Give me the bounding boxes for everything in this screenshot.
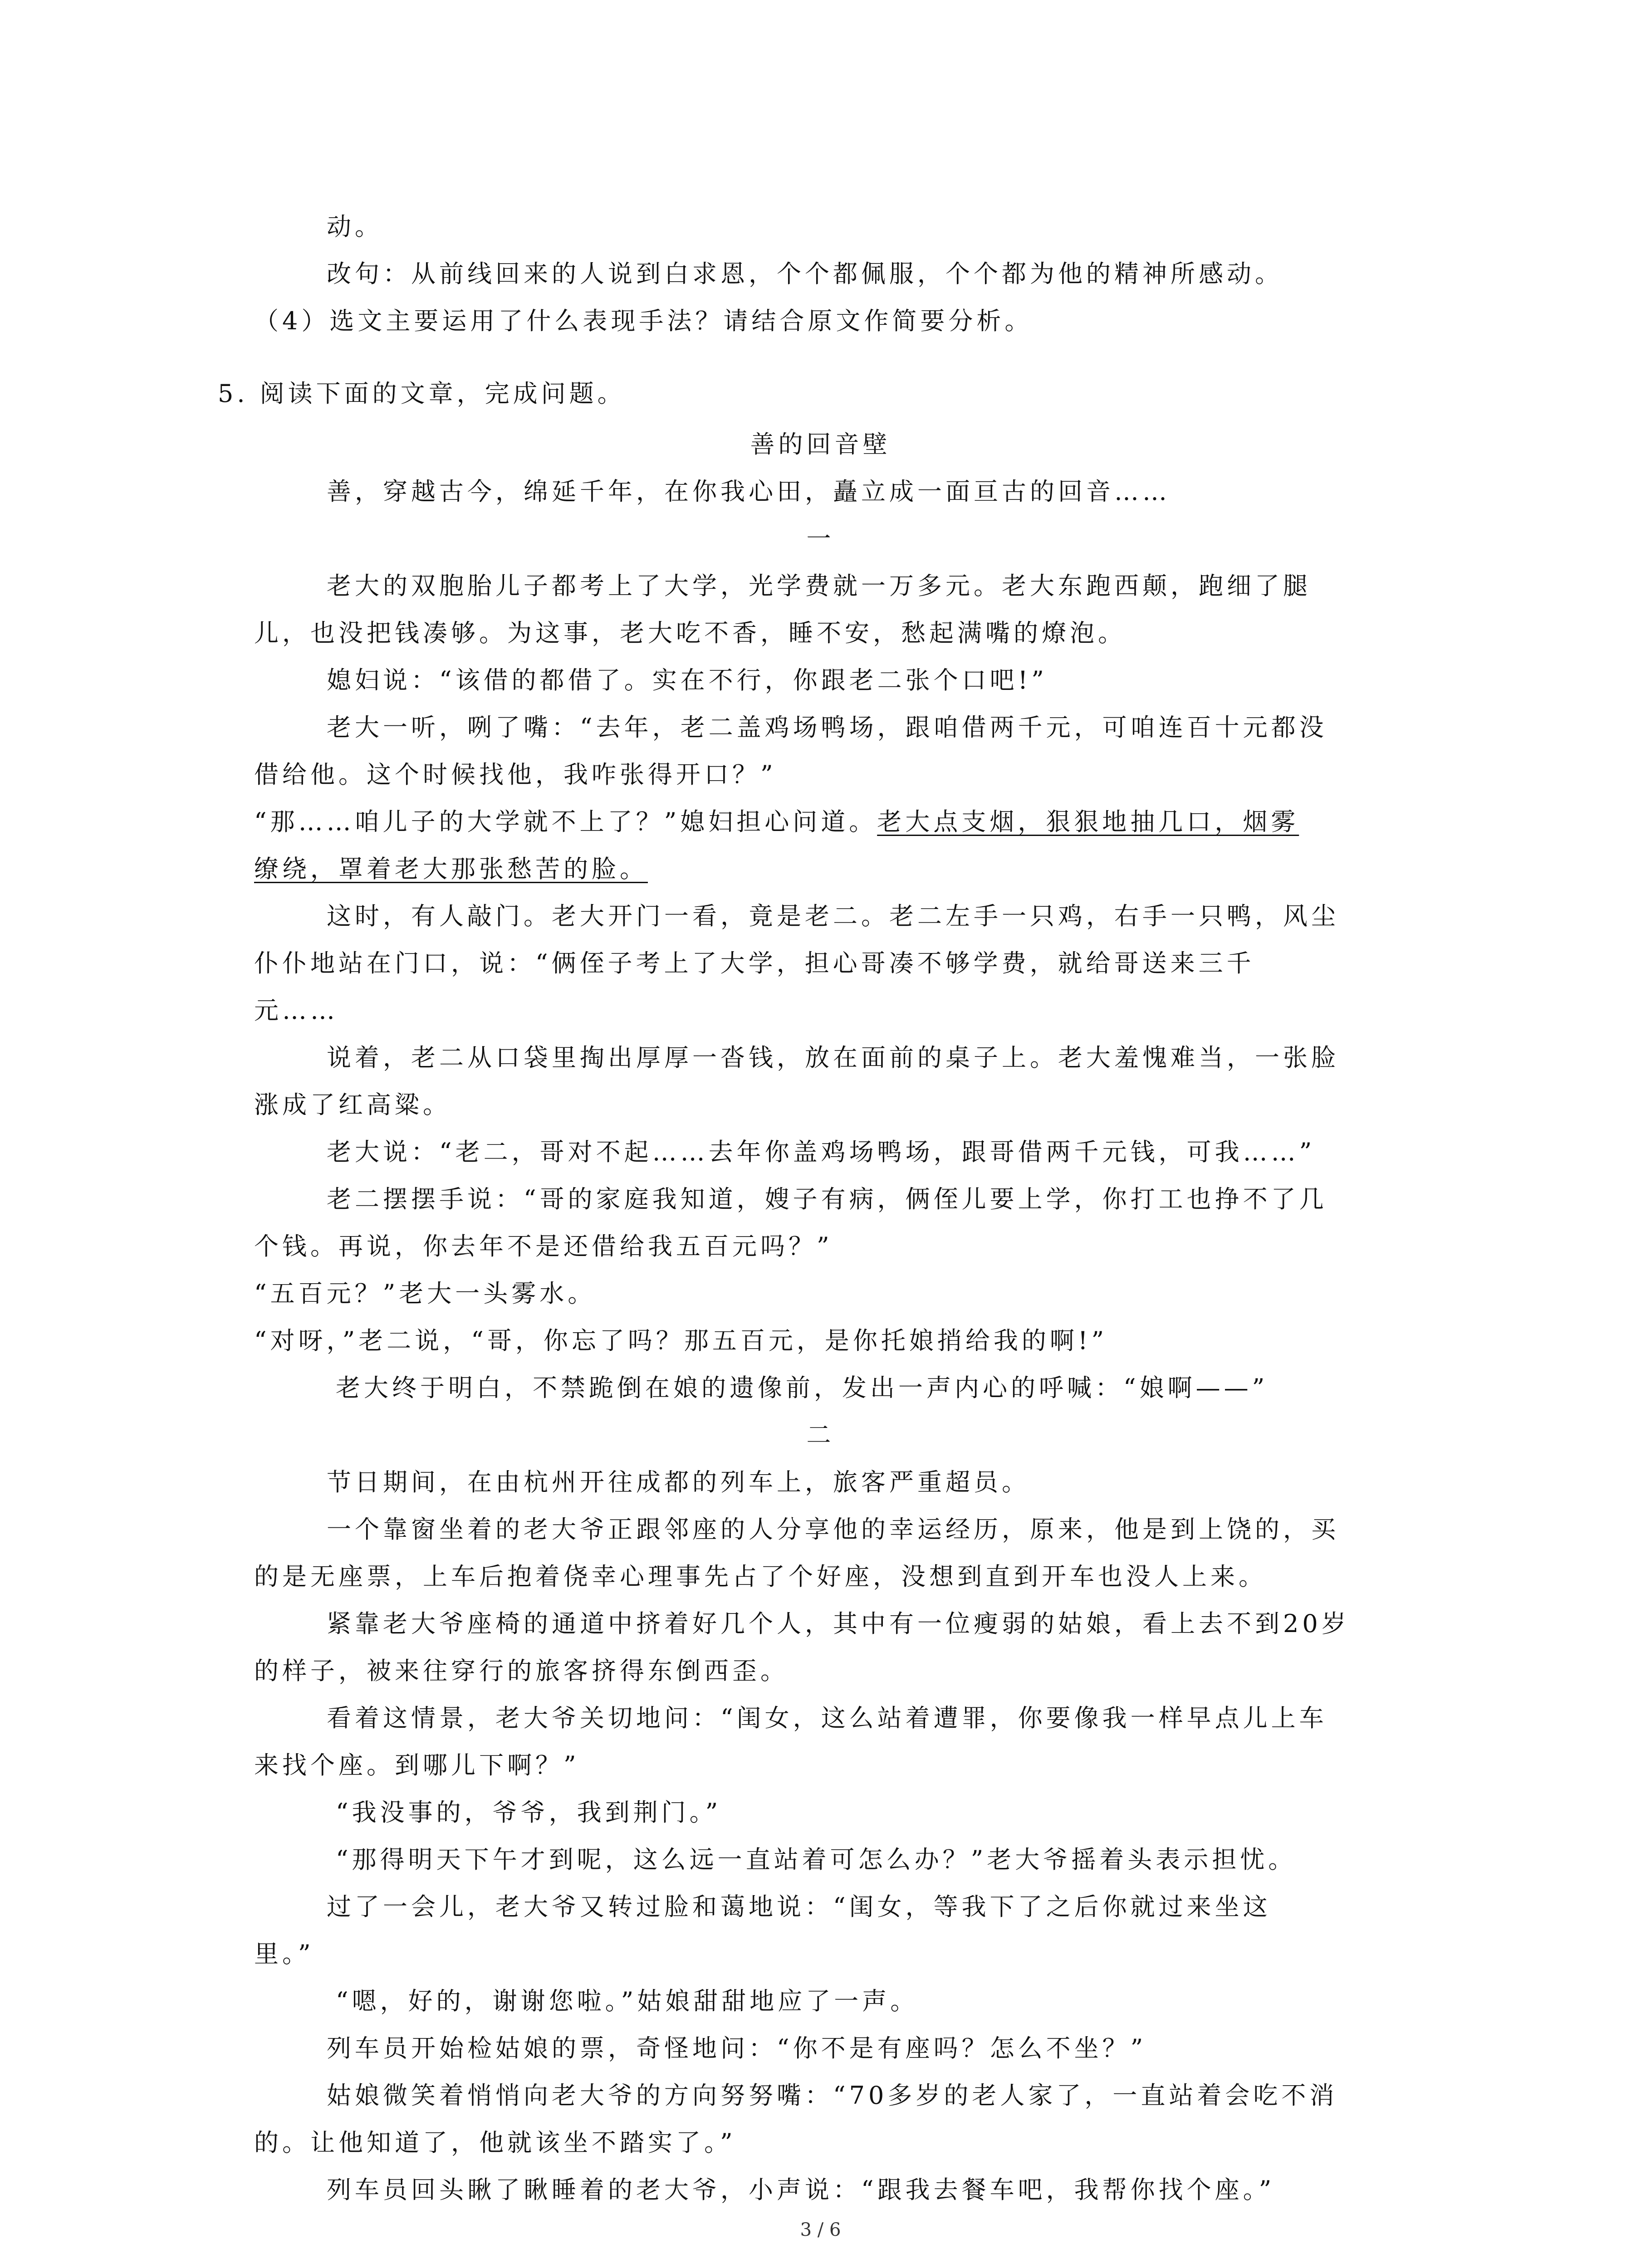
question-4: （4）选文主要运用了什么表现手法？请结合原文作简要分析。 bbox=[254, 307, 1033, 335]
text-line: “五百元？”老大一头雾水。 bbox=[254, 1279, 596, 1308]
text-line: 的是无座票，上车后抱着侥幸心理事先占了个好座，没想到直到开车也没人上来。 bbox=[254, 1562, 1267, 1591]
text-line: 的样子，被来往穿行的旅客挤得东倒西歪。 bbox=[254, 1657, 789, 1685]
text-line: 说着，老二从口袋里掏出厚厚一沓钱，放在面前的桌子上。老大羞愧难当，一张脸 bbox=[327, 1043, 1339, 1072]
text-line: 节日期间，在由杭州开往成都的列车上，旅客严重超员。 bbox=[327, 1468, 1030, 1496]
text-line: 里。” bbox=[254, 1940, 314, 1968]
text-line: “那得明天下午才到呢，这么远一直站着可怎么办？”老大爷摇着头表示担忧。 bbox=[336, 1845, 1297, 1874]
text-line: 涨成了红高粱。 bbox=[254, 1090, 451, 1119]
text-line: 媳妇说：“该借的都借了。实在不行，你跟老二张个口吧!” bbox=[327, 666, 1048, 694]
text-line: 老大说：“老二，哥对不起……去年你盖鸡场鸭场，跟哥借两千元钱，可我……” bbox=[327, 1138, 1316, 1166]
text-segment: “那……咱儿子的大学就不上了？”媳妇担心问道。 bbox=[254, 807, 877, 836]
text-line: 改句：从前线回来的人说到白求恩，个个都佩服，个个都为他的精神所感动。 bbox=[327, 259, 1283, 288]
text-line: “对呀，”老二说，“哥，你忘了吗？那五百元，是你托娘捎给我的啊!” bbox=[254, 1326, 1108, 1355]
article-intro: 善，穿越古今，绵延千年，在你我心田，矗立成一面亘古的回音…… bbox=[327, 477, 1171, 506]
text-line: 来找个座。到哪儿下啊？” bbox=[254, 1751, 580, 1779]
text-line: 一个靠窗坐着的老大爷正跟邻座的人分享他的幸运经历，原来，他是到上饶的，买 bbox=[327, 1515, 1339, 1544]
underlined-sentence: 缭绕，罩着老大那张愁苦的脸。 bbox=[254, 855, 648, 883]
text-line bbox=[254, 806, 1299, 838]
text-line: 的。让他知道了，他就该坐不踏实了。” bbox=[254, 2128, 736, 2157]
text-line: 借给他。这个时候找他，我咋张得开口？” bbox=[254, 760, 777, 789]
text-line: 个钱。再说，你去年不是还借给我五百元吗？” bbox=[254, 1232, 833, 1261]
text-line: 列车员回头瞅了瞅睡着的老大爷，小声说：“跟我去餐车吧，我帮你找个座。” bbox=[327, 2175, 1275, 2204]
text-line: 元…… bbox=[254, 996, 338, 1025]
text-line: “嗯，好的，谢谢您啦。”姑娘甜甜地应了一声。 bbox=[336, 1987, 919, 2015]
text-line: 看着这情景，老大爷关切地问：“闺女，这么站着遭罪，你要像我一样早点儿上车 bbox=[327, 1704, 1327, 1732]
text-line: 列车员开始检姑娘的票，奇怪地问：“你不是有座吗？怎么不坐？” bbox=[327, 2034, 1147, 2063]
text-line: 老大的双胞胎儿子都考上了大学，光学费就一万多元。老大东跑西颠，跑细了腿 bbox=[327, 572, 1311, 600]
text-line: 这时，有人敲门。老大开门一看，竟是老二。老二左手一只鸡，右手一只鸭，风尘 bbox=[327, 902, 1339, 930]
text-line: 过了一会儿，老大爷又转过脸和蔼地说：“闺女，等我下了之后你就过来坐这 bbox=[327, 1892, 1271, 1921]
text-line: 动。 bbox=[327, 212, 383, 241]
text-line: 老二摆摆手说：“哥的家庭我知道，嫂子有病，俩侄儿要上学，你打工也挣不了几 bbox=[327, 1185, 1327, 1213]
text-line: 老大一听，咧了嘴：“去年，老二盖鸡场鸭场，跟咱借两千元，可咱连百十元都没 bbox=[327, 713, 1327, 742]
page-number: 3 / 6 bbox=[800, 2219, 841, 2240]
underlined-sentence: 老大点支烟，狠狠地抽几口，烟雾 bbox=[877, 807, 1299, 836]
text-line: 老大终于明白，不禁跪倒在娘的遗像前，发出一声内心的呼喊：“娘啊——” bbox=[336, 1374, 1269, 1402]
question-5-prompt: 5. 阅读下面的文章，完成问题。 bbox=[218, 379, 626, 408]
section-heading-1: 一 bbox=[806, 524, 835, 553]
text-line: 姑娘微笑着悄悄向老大爷的方向努努嘴：“70多岁的老人家了，一直站着会吃不消 bbox=[327, 2081, 1338, 2110]
text-line: 儿，也没把钱凑够。为这事，老大吃不香，睡不安，愁起满嘴的燎泡。 bbox=[254, 619, 1126, 647]
section-heading-2: 二 bbox=[806, 1421, 835, 1449]
text-line: 仆仆地站在门口，说：“俩侄子考上了大学，担心哥凑不够学费，就给哥送来三千 bbox=[254, 949, 1255, 978]
text-line: 紧靠老大爷座椅的通道中挤着好几个人，其中有一位瘦弱的姑娘，看上去不到20岁 bbox=[327, 1609, 1350, 1638]
article-title: 善的回音壁 bbox=[750, 430, 891, 459]
text-line: “我没事的，爷爷，我到荆门。” bbox=[336, 1798, 722, 1827]
